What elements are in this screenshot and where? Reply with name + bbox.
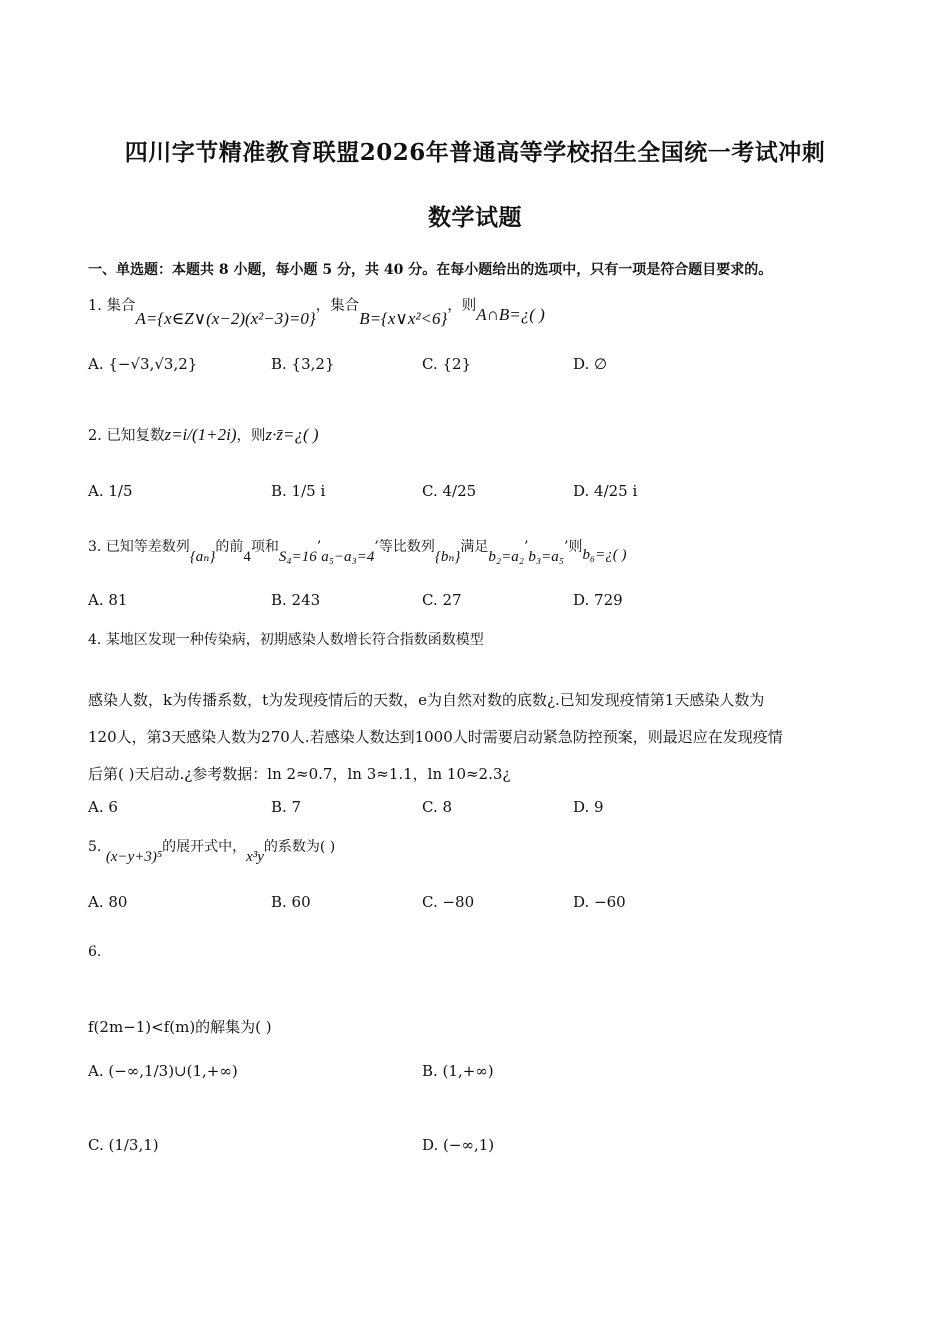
- question-4-option-a: A. 6: [88, 798, 118, 816]
- question-6-option-c: C. (1/3,1): [88, 1136, 159, 1154]
- question-1-option-c: C. {2}: [422, 355, 472, 373]
- question-6-option-a: A. (−∞,1/3)∪(1,+∞): [88, 1062, 238, 1080]
- question-2-option-b: B. 1/5 i: [271, 482, 326, 500]
- question-3-option-d: D. 729: [573, 591, 623, 609]
- question-6-stem-line2: f(2m−1)<f(m)的解集为( ): [88, 1018, 272, 1036]
- question-4-stem-line4: 后第( )天启动.¿参考数据：ln 2≈0.7，ln 3≈1.1，ln 10≈2.3¿: [88, 765, 511, 783]
- section-heading: 一、单选题：本题共 8 小题，每小题 5 分，共 40 分。在每小题给出的选项中，只有一项是符合题目要求的。: [88, 262, 773, 278]
- question-2-option-d: D. 4/25 i: [573, 482, 638, 500]
- question-2-option-c: C. 4/25: [422, 482, 477, 500]
- question-4-stem-line1: 4. 某地区发现一种传染病，初期感染人数增长符合指数函数模型: [88, 632, 484, 648]
- question-3-stem: 3. 已知等差数列{aₙ}的前4项和S₄=16’a₅−a₃=4’等比数列{bₙ}满足b₂=a₂’b₃=a₅’则b₆=¿( ): [88, 539, 627, 565]
- question-1-option-b: B. {3,2}: [271, 355, 335, 373]
- question-5-option-b: B. 60: [271, 893, 311, 911]
- question-6-option-b: B. (1,+∞): [422, 1062, 494, 1080]
- question-4-option-b: B. 7: [271, 798, 302, 816]
- question-6-stem-line1: 6.: [88, 944, 102, 960]
- question-1-option-d: D. ∅: [573, 355, 608, 373]
- exam-title-line2: 数学试题: [428, 204, 522, 231]
- question-3-option-b: B. 243: [271, 591, 321, 609]
- question-4-stem-line3: 120人，第3天感染人数为270人.若感染人数达到1000人时需要启动紧急防控预案，则最迟应在发现疫情: [88, 728, 783, 746]
- question-2-option-a: A. 1/5: [88, 482, 133, 500]
- question-1-stem: 1. 集合A={x∈Z∨(x−2)(x²−3)=0}，集合B={x∨x²<6}，则A∩B=¿( ): [88, 298, 545, 328]
- question-5-stem: 5. (x−y+3)⁵的展开式中，x³y的系数为( ): [88, 839, 336, 865]
- question-4-option-c: C. 8: [422, 798, 453, 816]
- question-5-option-c: C. −80: [422, 893, 475, 911]
- question-5-option-a: A. 80: [88, 893, 128, 911]
- question-5-option-d: D. −60: [573, 893, 626, 911]
- exam-title-line1: 四川字节精准教育联盟2026年普通高等学校招生全国统一考试冲刺: [124, 139, 826, 166]
- question-6-option-d: D. (−∞,1): [422, 1136, 495, 1154]
- question-3-option-c: C. 27: [422, 591, 462, 609]
- question-2-stem: 2. 已知复数z=i/(1+2i)，则z·z̄=¿( ): [88, 425, 319, 444]
- question-3-option-a: A. 81: [88, 591, 128, 609]
- question-1-option-a: A. {−√3,√3,2}: [88, 355, 198, 373]
- question-4-option-d: D. 9: [573, 798, 604, 816]
- question-4-stem-line2: 感染人数，k为传播系数，t为发现疫情后的天数，e为自然对数的底数¿.已知发现疫情第1天感染人数为: [88, 691, 765, 709]
